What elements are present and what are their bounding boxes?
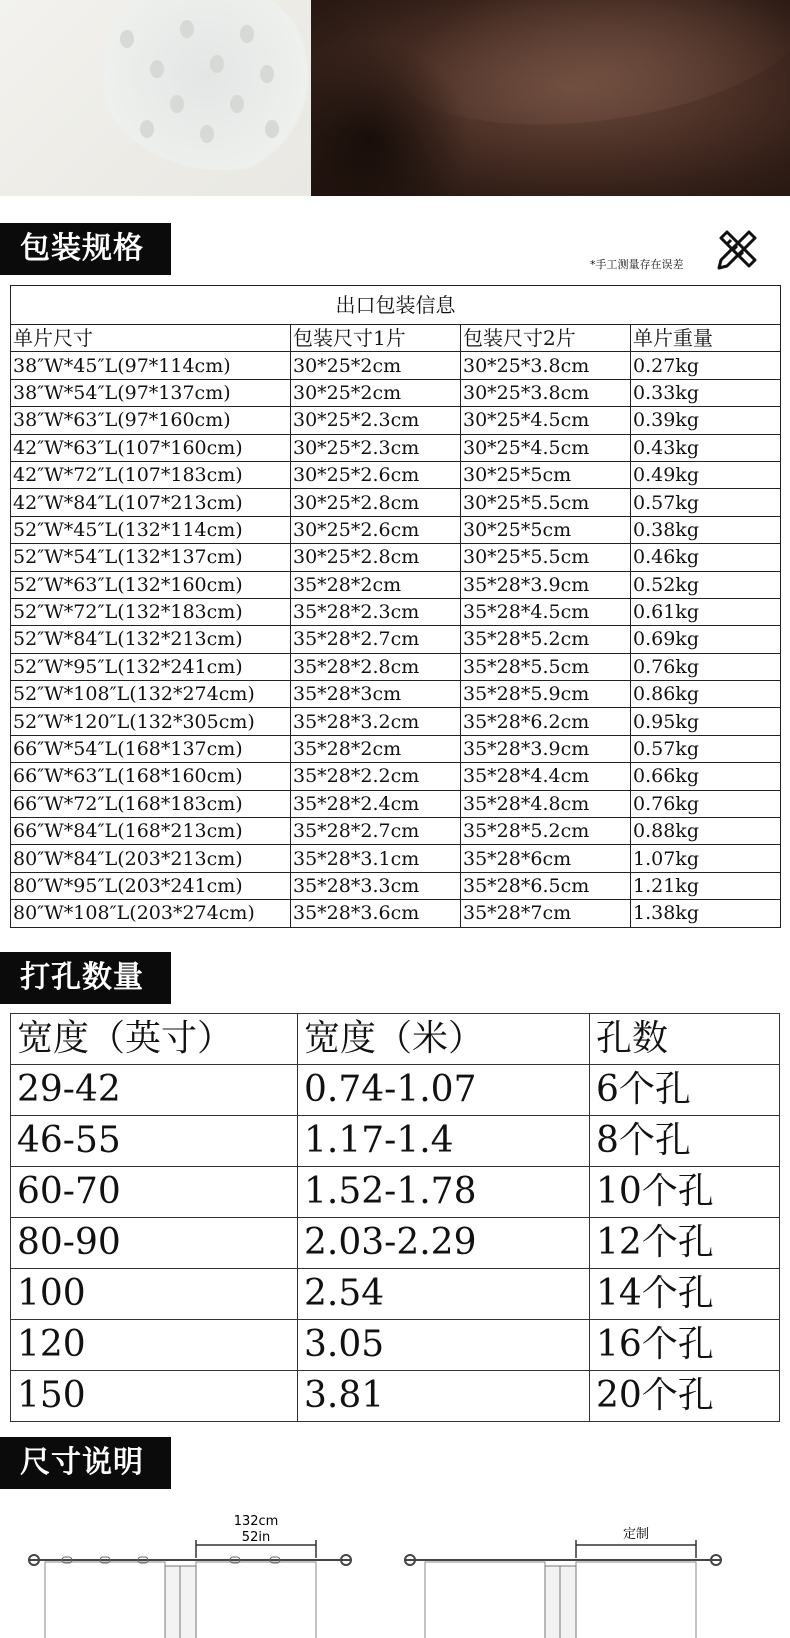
column-header: 孔数 bbox=[590, 1014, 780, 1065]
table-cell: 10个孔 bbox=[590, 1167, 780, 1218]
column-header: 包装尺寸1片 bbox=[291, 325, 461, 352]
table-cell: 35*28*5.5cm bbox=[461, 653, 631, 680]
table-cell: 0.76kg bbox=[631, 790, 781, 817]
table-cell: 2.03-2.29 bbox=[298, 1218, 590, 1269]
table-row bbox=[11, 544, 781, 571]
section-header-packaging: 包装规格 bbox=[0, 223, 171, 275]
table-cell: 16个孔 bbox=[590, 1320, 780, 1371]
hole-count-table bbox=[10, 1013, 780, 1422]
table-cell: 30*25*2cm bbox=[291, 379, 461, 406]
table-cell: 0.76kg bbox=[631, 653, 781, 680]
table-cell: 30*25*2.8cm bbox=[291, 489, 461, 516]
table-row bbox=[11, 516, 781, 543]
column-header: 单片重量 bbox=[631, 325, 781, 352]
table-cell: 0.66kg bbox=[631, 763, 781, 790]
table-row bbox=[11, 1218, 780, 1269]
column-header: 宽度（英寸） bbox=[11, 1014, 298, 1065]
table-row bbox=[11, 763, 781, 790]
table-cell: 38″W*54″L(97*137cm) bbox=[11, 379, 291, 406]
table-row bbox=[11, 818, 781, 845]
column-header: 包装尺寸2片 bbox=[461, 325, 631, 352]
table-cell: 0.27kg bbox=[631, 352, 781, 379]
table-cell: 38″W*63″L(97*160cm) bbox=[11, 407, 291, 434]
lace-fabric-photo bbox=[0, 0, 311, 196]
table-cell: 35*28*3.1cm bbox=[291, 845, 461, 872]
table-cell: 0.88kg bbox=[631, 818, 781, 845]
table-cell: 100 bbox=[11, 1269, 298, 1320]
table-cell: 35*28*7cm bbox=[461, 900, 631, 927]
table-cell: 35*28*4.8cm bbox=[461, 790, 631, 817]
table-cell: 35*28*6.2cm bbox=[461, 708, 631, 735]
table-row bbox=[11, 434, 781, 461]
table-cell: 14个孔 bbox=[590, 1269, 780, 1320]
table-cell: 35*28*3.3cm bbox=[291, 872, 461, 899]
table-cell: 35*28*2.8cm bbox=[291, 653, 461, 680]
table-row bbox=[11, 489, 781, 516]
table-cell: 35*28*3.9cm bbox=[461, 735, 631, 762]
table-cell: 66″W*84″L(168*213cm) bbox=[11, 818, 291, 845]
table-cell: 35*28*5.2cm bbox=[461, 818, 631, 845]
table-row bbox=[11, 872, 781, 899]
table-cell: 35*28*2.4cm bbox=[291, 790, 461, 817]
table-cell: 30*25*2.3cm bbox=[291, 407, 461, 434]
table-cell: 150 bbox=[11, 1371, 298, 1422]
table-cell: 3.05 bbox=[298, 1320, 590, 1371]
table-cell: 42″W*63″L(107*160cm) bbox=[11, 434, 291, 461]
table-cell: 80-90 bbox=[11, 1218, 298, 1269]
custom-width-label: 定制 bbox=[622, 1527, 650, 1542]
table-cell: 0.57kg bbox=[631, 489, 781, 516]
table-caption: 出口包装信息 bbox=[11, 286, 781, 325]
table-cell: 52″W*54″L(132*137cm) bbox=[11, 544, 291, 571]
table-cell: 52″W*45″L(132*114cm) bbox=[11, 516, 291, 543]
section-header-holes: 打孔数量 bbox=[0, 952, 171, 1004]
table-cell: 29-42 bbox=[11, 1065, 298, 1116]
table-row bbox=[11, 407, 781, 434]
table-row bbox=[11, 900, 781, 927]
table-cell: 35*28*3.2cm bbox=[291, 708, 461, 735]
table-cell: 30*25*2.8cm bbox=[291, 544, 461, 571]
table-cell: 35*28*4.5cm bbox=[461, 598, 631, 625]
table-cell: 52″W*63″L(132*160cm) bbox=[11, 571, 291, 598]
table-cell: 0.39kg bbox=[631, 407, 781, 434]
table-row bbox=[11, 708, 781, 735]
table-cell: 1.17-1.4 bbox=[298, 1116, 590, 1167]
table-cell: 35*28*2.7cm bbox=[291, 818, 461, 845]
table-row bbox=[11, 1116, 780, 1167]
table-cell: 35*28*2cm bbox=[291, 735, 461, 762]
table-cell: 46-55 bbox=[11, 1116, 298, 1167]
table-cell: 0.52kg bbox=[631, 571, 781, 598]
table-cell: 6个孔 bbox=[590, 1065, 780, 1116]
table-cell: 52″W*120″L(132*305cm) bbox=[11, 708, 291, 735]
table-cell: 30*25*2.6cm bbox=[291, 516, 461, 543]
table-cell: 66″W*63″L(168*160cm) bbox=[11, 763, 291, 790]
table-cell: 0.46kg bbox=[631, 544, 781, 571]
table-cell: 35*28*2cm bbox=[291, 571, 461, 598]
table-row bbox=[11, 571, 781, 598]
table-cell: 35*28*6cm bbox=[461, 845, 631, 872]
table-cell: 35*28*2.2cm bbox=[291, 763, 461, 790]
table-cell: 35*28*3cm bbox=[291, 681, 461, 708]
table-cell: 35*28*5.9cm bbox=[461, 681, 631, 708]
table-cell: 60-70 bbox=[11, 1167, 298, 1218]
table-cell: 80″W*95″L(203*241cm) bbox=[11, 872, 291, 899]
table-cell: 35*28*5.2cm bbox=[461, 626, 631, 653]
section-header-size-notes: 尺寸说明 bbox=[0, 1437, 171, 1489]
table-cell: 66″W*72″L(168*183cm) bbox=[11, 790, 291, 817]
table-cell: 38″W*45″L(97*114cm) bbox=[11, 352, 291, 379]
table-cell: 35*28*3.6cm bbox=[291, 900, 461, 927]
table-row bbox=[11, 598, 781, 625]
column-header: 单片尺寸 bbox=[11, 325, 291, 352]
table-row bbox=[11, 379, 781, 406]
table-cell: 30*25*5.5cm bbox=[461, 489, 631, 516]
table-cell: 0.49kg bbox=[631, 461, 781, 488]
packaging-table bbox=[10, 285, 781, 928]
table-cell: 35*28*2.7cm bbox=[291, 626, 461, 653]
table-cell: 0.57kg bbox=[631, 735, 781, 762]
ruler-pencil-icon bbox=[715, 226, 761, 272]
table-cell: 30*25*5.5cm bbox=[461, 544, 631, 571]
table-cell: 30*25*2cm bbox=[291, 352, 461, 379]
measurement-note: *手工测量存在误差 bbox=[590, 258, 684, 271]
table-cell: 30*25*4.5cm bbox=[461, 434, 631, 461]
table-cell: 80″W*108″L(203*274cm) bbox=[11, 900, 291, 927]
table-cell: 30*25*5cm bbox=[461, 516, 631, 543]
table-cell: 120 bbox=[11, 1320, 298, 1371]
table-row bbox=[11, 1320, 780, 1371]
table-row bbox=[11, 1065, 780, 1116]
table-cell: 35*28*6.5cm bbox=[461, 872, 631, 899]
table-cell: 80″W*84″L(203*213cm) bbox=[11, 845, 291, 872]
table-cell: 0.61kg bbox=[631, 598, 781, 625]
table-cell: 30*25*4.5cm bbox=[461, 407, 631, 434]
table-cell: 52″W*108″L(132*274cm) bbox=[11, 681, 291, 708]
column-header: 宽度（米） bbox=[298, 1014, 590, 1065]
table-cell: 52″W*84″L(132*213cm) bbox=[11, 626, 291, 653]
table-cell: 0.74-1.07 bbox=[298, 1065, 590, 1116]
table-cell: 52″W*95″L(132*241cm) bbox=[11, 653, 291, 680]
table-row bbox=[11, 845, 781, 872]
table-cell: 8个孔 bbox=[590, 1116, 780, 1167]
table-cell: 3.81 bbox=[298, 1371, 590, 1422]
table-row bbox=[11, 1269, 780, 1320]
table-row bbox=[11, 790, 781, 817]
table-row bbox=[11, 1167, 780, 1218]
table-cell: 0.95kg bbox=[631, 708, 781, 735]
table-cell: 20个孔 bbox=[590, 1371, 780, 1422]
table-cell: 12个孔 bbox=[590, 1218, 780, 1269]
table-row bbox=[11, 461, 781, 488]
table-row bbox=[11, 735, 781, 762]
table-cell: 1.52-1.78 bbox=[298, 1167, 590, 1218]
width-in-label: 52in bbox=[241, 1530, 271, 1545]
table-cell: 1.07kg bbox=[631, 845, 781, 872]
table-cell: 0.86kg bbox=[631, 681, 781, 708]
table-cell: 66″W*54″L(168*137cm) bbox=[11, 735, 291, 762]
table-cell: 0.38kg bbox=[631, 516, 781, 543]
table-row bbox=[11, 681, 781, 708]
table-row bbox=[11, 1371, 780, 1422]
table-cell: 42″W*72″L(107*183cm) bbox=[11, 461, 291, 488]
table-cell: 2.54 bbox=[298, 1269, 590, 1320]
table-cell: 0.69kg bbox=[631, 626, 781, 653]
table-cell: 52″W*72″L(132*183cm) bbox=[11, 598, 291, 625]
table-row bbox=[11, 653, 781, 680]
table-cell: 1.38kg bbox=[631, 900, 781, 927]
table-cell: 0.33kg bbox=[631, 379, 781, 406]
table-cell: 42″W*84″L(107*213cm) bbox=[11, 489, 291, 516]
table-cell: 30*25*5cm bbox=[461, 461, 631, 488]
table-cell: 35*28*2.3cm bbox=[291, 598, 461, 625]
table-row bbox=[11, 626, 781, 653]
table-cell: 30*25*3.8cm bbox=[461, 379, 631, 406]
table-cell: 35*28*4.4cm bbox=[461, 763, 631, 790]
table-cell: 30*25*2.3cm bbox=[291, 434, 461, 461]
curtain-size-diagram bbox=[0, 1500, 790, 1638]
table-row bbox=[11, 352, 781, 379]
width-cm-label: 132cm bbox=[233, 1514, 279, 1529]
table-cell: 30*25*3.8cm bbox=[461, 352, 631, 379]
brown-fabric-photo bbox=[311, 0, 790, 196]
table-cell: 35*28*3.9cm bbox=[461, 571, 631, 598]
table-cell: 1.21kg bbox=[631, 872, 781, 899]
table-cell: 0.43kg bbox=[631, 434, 781, 461]
table-cell: 30*25*2.6cm bbox=[291, 461, 461, 488]
